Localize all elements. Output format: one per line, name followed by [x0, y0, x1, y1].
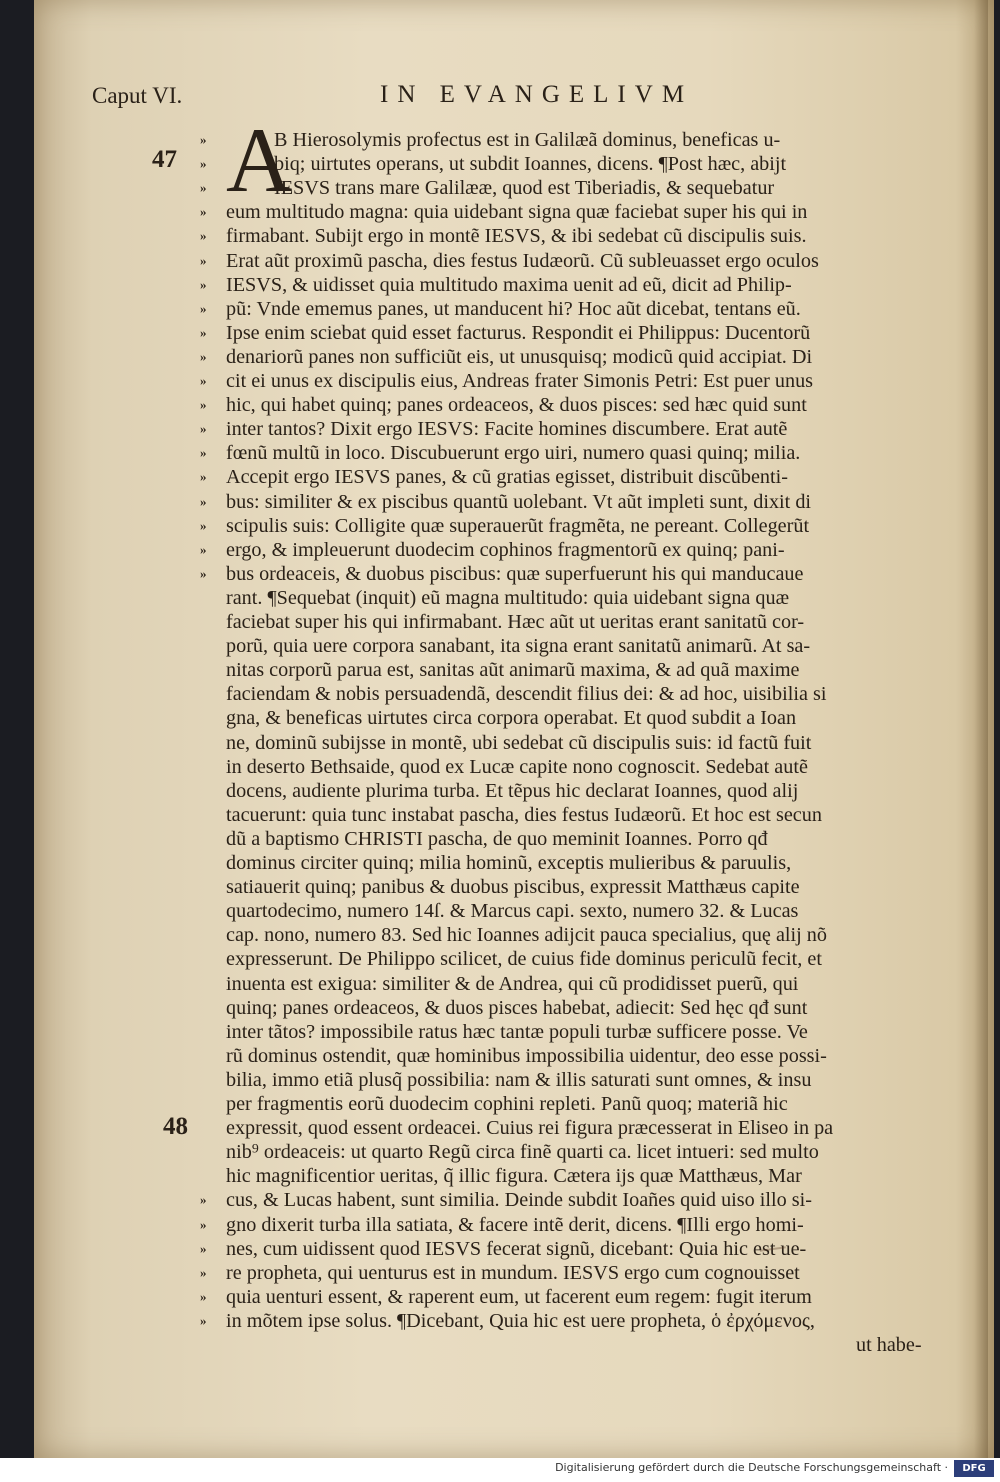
text-line: nib⁹ ordeaceis: ut quarto Regũ circa finẽ quarti ca. licet intueri: sed multo [226, 1141, 819, 1164]
quotation-marker: » [200, 180, 206, 196]
text-line: biq; uirtutes operans, ut subdit Ioannes, dicens. ¶Post hæc, abijt [274, 153, 787, 176]
quotation-marker: » [200, 373, 206, 388]
text-line: inter tãtos? impossibile ratus hæc tantæ populi turbæ sufficere posse. Ve [226, 1020, 808, 1043]
text-line: scipulis suis: Colligite quæ superauerũt fragmẽta, ne pereant. Collegerũt [226, 514, 810, 537]
text-line: ut habe- [856, 1334, 922, 1356]
quotation-marker: » [200, 565, 206, 581]
quotation-marker: » [200, 397, 206, 413]
text-line: quinq; panes ordeaceos, & duos pisces habebat, adiecit: Sed hęc qđ sunt [226, 996, 808, 1019]
quotation-marker: » [200, 517, 206, 533]
text-line: nes, cum uidissent quod IESVS fecerat signũ, dicebant: Quia hic est ue- [226, 1237, 807, 1260]
text-line: faciendam & nobis persuadendã, descendit filius dei: & ad hoc, uisibilia si [226, 683, 827, 706]
quotation-marker: » [200, 421, 206, 437]
text-line: cap. nono, numero 83. Sed hic Ioannes adijcit pauca specialius, quę alij nõ [226, 924, 827, 947]
chapter-label: Caput VI. [92, 83, 183, 108]
text-line: expressit, quod essent ordeacei. Cuius rei figura præcesserat in Eliseo in pa [226, 1117, 834, 1140]
text-line: inter tantos? Dixit ergo IESVS: Facite homines discumbere. Erat autẽ [226, 418, 788, 441]
text-line: firmabant. Subijt ergo in montẽ IESVS, & ibi sedebat cũ discipulis suis. [226, 225, 807, 248]
text-line: quartodecimo, numero 14ſ. & Marcus capi. sexto, numero 32. & Lucas [226, 900, 799, 923]
text-line: gno dixerit turba illa satiata, & facere intẽ derit, dicens. ¶Illi ergo homi- [226, 1213, 804, 1236]
dfg-logo: DFG [954, 1460, 994, 1477]
text-line: denariorũ panes non sufficiũt eis, ut unusquisq; modicũ quid accipiat. Di [226, 345, 813, 368]
text-line: tacuerunt: quia tunc instabat pascha, dies festus Iudæorũ. Et hoc est secun [226, 803, 822, 826]
quotation-marker: » [200, 204, 206, 220]
quotation-marker: » [200, 324, 206, 340]
text-line: nitas corporũ parua est, sanitas aũt animarũ maxima, & ad quã maxime [226, 659, 800, 682]
quotation-marker: » [200, 541, 206, 557]
footer-credit: Digitalisierung gefördert durch die Deutsche Forschungsgemeinschaft · [555, 1461, 948, 1474]
quotation-marker: » [200, 300, 206, 316]
quotation-marker: » [200, 445, 206, 461]
text-line: re propheta, qui uenturus est in mundum. IESVS ergo cum cognouisset [226, 1261, 800, 1284]
text-line: per fragmentis eorũ duodecim cophini repleti. Panũ quoq; materiã hic [226, 1093, 788, 1115]
text-line: fœnũ multũ in loco. Discubuerunt ergo uiri, numero quasi quinq; milia. [226, 442, 801, 465]
quotation-marker: » [200, 132, 206, 147]
text-line: rũ dominus ostendit, quæ hominibus impossibilia uidentur, deo esse possi- [226, 1044, 827, 1067]
text-line: Ipse enim sciebat quid esset facturus. Respondit ei Philippus: Ducentorũ [226, 321, 811, 344]
text-line: IESVS trans mare Galilææ, quod est Tiberiadis, & sequebatur [274, 177, 775, 200]
text-line: bus ordeaceis, & duobus piscibus: quæ superfuerunt his qui manducaue [226, 562, 804, 585]
quotation-marker: » [200, 493, 206, 509]
text-line: hic magnificentior ueritas, q̃ illic figura. Cætera ijs quæ Matthæus, Mar [226, 1165, 802, 1188]
text-line: cit ei unus ex discipulis eius, Andreas frater Simonis Petri: Est puer unus [226, 370, 814, 392]
text-line: quia uenturi essent, & raperent eum, ut facerent eum regem: fugit iterum [226, 1285, 812, 1308]
text-line: docens, audiente plurima turba. Et tẽpus hic declarat Ioannes, quod alij [226, 779, 799, 802]
text-line: IESVS, & uidisset quia multitudo maxima uenit ad eũ, dicit ad Philip- [226, 273, 792, 296]
text-line: hic, qui habet quinq; panes ordeaceos, & duos pisces: sed hæc quid sunt [226, 394, 807, 417]
quotation-marker: » [200, 348, 206, 364]
drop-cap-letter: A [226, 109, 293, 211]
quotation-marker: » [200, 469, 206, 485]
quotation-marker: » [200, 252, 206, 268]
text-line: dũ a baptismo CHRISTI pascha, de quo meminit Ioannes. Porro qđ [226, 827, 768, 850]
text-line: bus: similiter & ex piscibus quantũ uolebant. Vt aũt impleti sunt, dixit di [226, 490, 812, 513]
text-line: cus, & Lucas habent, sunt similia. Deinde subdit Ioañes quid uiso illo si- [226, 1189, 812, 1212]
quotation-marker: » [200, 1288, 206, 1304]
verse-number-48: 48 [163, 1113, 188, 1140]
quotation-marker: » [200, 1312, 206, 1328]
quotation-marker: » [200, 1264, 206, 1280]
text-line: in deserto Bethsaide, quod ex Lucæ capite nono cognoscit. Sedebat autẽ [226, 755, 808, 778]
text-line: bilia, immo etiã plusq̃ possibilia: nam & illis saturati sunt omnes, & insu [226, 1068, 812, 1091]
quotation-marker: » [200, 1240, 206, 1256]
text-line: gna, & beneficas uirtutes circa corpora operabat. Et quod subdit a Ioan [226, 707, 797, 730]
quotation-marker: » [200, 156, 206, 172]
text-line: B Hierosolymis profectus est in Galilæã dominus, beneficas u- [274, 129, 781, 151]
text-line: porũ, quia uere corpora sanabant, ita signa erant sanitatũ animarũ. At sa- [226, 635, 811, 658]
text-line: in mõtem ipse solus. ¶Dicebant, Quia hic est uere propheta, ὁ ἐρχόμενος, [226, 1309, 815, 1332]
verse-number-47: 47 [152, 146, 177, 173]
quotation-marker: » [200, 1192, 206, 1208]
text-line: faciebat super his qui infirmabant. Hæc aũt ut ueritas erant sanitatũ cor- [226, 611, 805, 633]
page-edge-shadow [974, 0, 988, 1458]
text-line: Accepit ergo IESVS panes, & cũ gratias egisset, distribuit discũbenti- [226, 466, 788, 489]
digitization-footer [0, 1458, 1000, 1482]
quotation-marker: » [200, 1216, 206, 1232]
text-line: Erat aũt proximũ pascha, dies festus Iudæorũ. Cũ subleuasset ergo oculos [226, 249, 819, 272]
text-line: inuenta est exigua: similiter & de Andrea, qui cũ prodidisset puerũ, qui [226, 972, 799, 995]
text-line: dominus circiter quinq; milia hominũ, exceptis mulieribus & paruulis, [226, 852, 792, 874]
quotation-marker: » [200, 276, 206, 292]
text-line: eum multitudo magna: quia uidebant signa quæ faciebat super his qui in [226, 201, 808, 224]
text-line: ne, dominũ subijsse in montẽ, ubi sedebat cũ discipulis suis: id factũ fuit [226, 731, 812, 754]
text-line: rant. ¶Sequebat (inquit) eũ magna multitudo: quia uidebant signa quæ [226, 586, 790, 609]
text-line: satiauerit quinq; panibus & duobus piscibus, expressit Matthæus capite [226, 876, 800, 899]
quotation-marker: » [200, 228, 206, 244]
running-title: IN EVANGELIVM [380, 81, 694, 108]
text-line: pũ: Vnde ememus panes, ut manducent hi? Hoc aũt dicebat, tentans eũ. [226, 297, 801, 320]
text-line: ergo, & impleuerunt duodecim cophinos fragmentorũ ex quinq; pani- [226, 538, 785, 561]
text-line: expresserunt. De Philippo scilicet, de cuius fide dominus periculũ fecit, et [226, 948, 822, 971]
